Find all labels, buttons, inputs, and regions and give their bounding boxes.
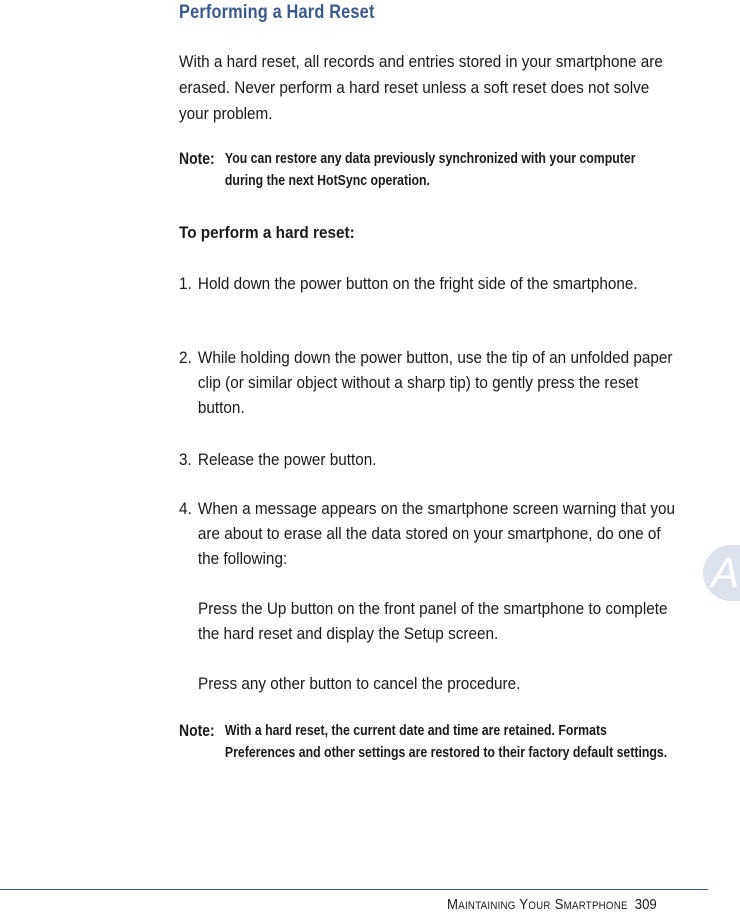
step-text: Hold down the power button on the fright side of the smartphone. (197, 274, 638, 293)
note-settings (179, 720, 671, 764)
step-item (179, 496, 679, 571)
note-label: Note: (179, 721, 215, 740)
step-item (179, 447, 679, 472)
step-text: When a message appears on the smartphone screen warning that you are about to erase all the data stored on your smartphone, do one of the following: (197, 499, 676, 568)
step-item (179, 345, 679, 420)
option-item: Press the Up button on the front panel of the smartphone to complete the hard reset and display the Setup screen. (198, 599, 668, 643)
note-text: You can restore any data previously synchronized with your computer during the next HotSync operation. (224, 150, 636, 189)
page-number: 309 (634, 896, 657, 913)
step-text: While holding down the power button, use the tip of an unfolded paper clip (or similar object without a sharp tip) to gently press the reset button. (197, 348, 673, 417)
option-item: Press any other button to cancel the procedure. (198, 674, 521, 693)
step-number: 3. (179, 450, 192, 469)
step-number: 2. (179, 348, 192, 367)
step-item (179, 271, 679, 296)
chapter-tab (703, 545, 740, 601)
step-number: 1. (179, 274, 192, 293)
procedure-heading: To perform a hard reset: (179, 223, 355, 242)
note-text: With a hard reset, the current date and time are retained. Formats Preferences and other settings are restored to their factory default settings. (224, 722, 668, 761)
note-restore (179, 148, 671, 192)
intro-paragraph: With a hard reset, all records and entries stored in your smartphone are erased. Never perform a hard reset unless a soft reset does not solve your problem. (179, 52, 663, 123)
step-number: 4. (179, 499, 192, 518)
note-label: Note: (179, 149, 215, 168)
footer-chapter-title: Maintaining Your Smartphone (447, 896, 628, 913)
chapter-tab-letter: A (711, 549, 740, 596)
footer-divider (0, 889, 708, 890)
step-text: Release the power button. (197, 450, 377, 469)
section-title: Performing a Hard Reset (179, 2, 375, 23)
page-footer (447, 896, 657, 913)
